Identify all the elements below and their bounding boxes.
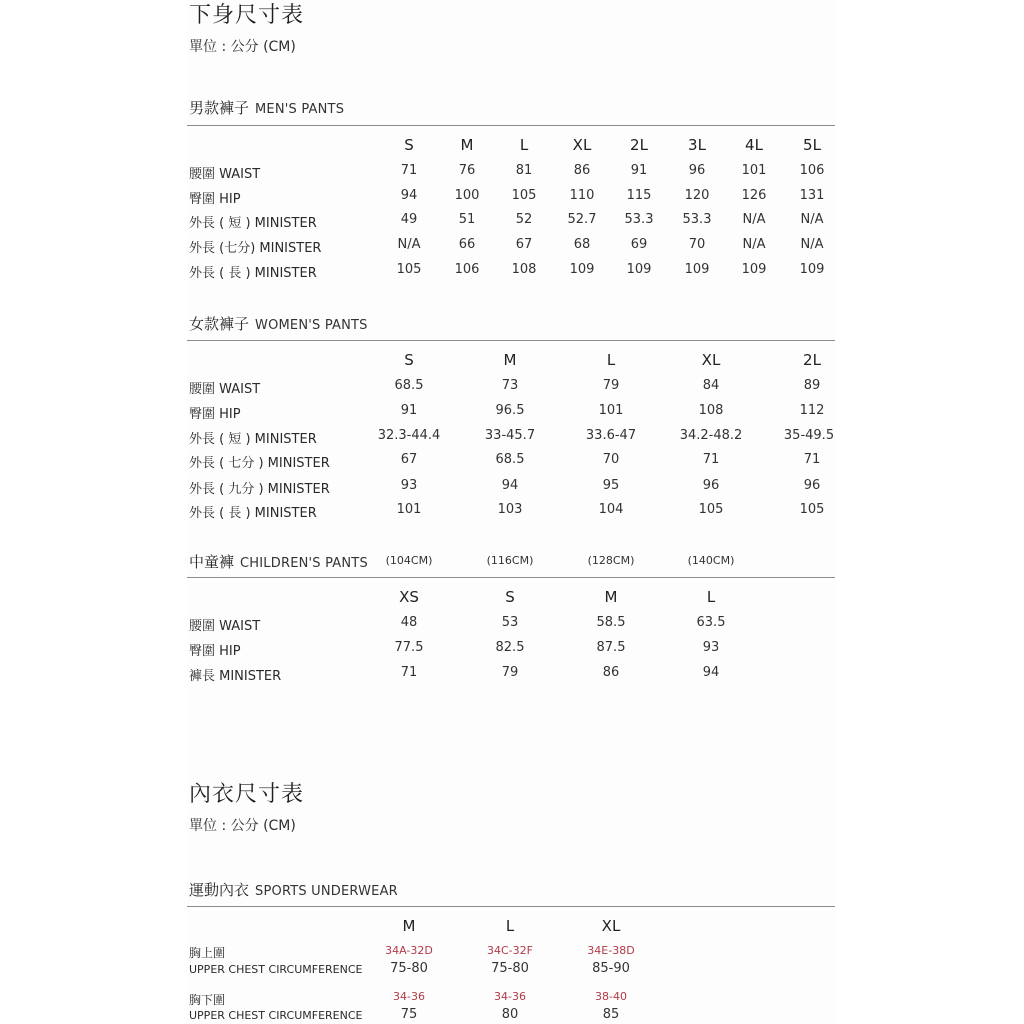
table-cell: 131 — [799, 188, 825, 203]
table-cell: 82.5 — [495, 640, 525, 655]
table-cell: 109 — [684, 262, 710, 277]
table-cell: 101 — [396, 502, 422, 517]
row-label-cn — [189, 944, 225, 961]
size-header-cell: 4L — [745, 136, 763, 154]
row-label: 臀圍 HIP — [189, 644, 241, 659]
table-cell: 52 — [515, 212, 533, 227]
table-cell: 96 — [702, 478, 720, 493]
mens-section-title — [189, 97, 344, 118]
sports-section-title — [189, 879, 398, 900]
table-cell: 49 — [400, 212, 418, 227]
table-cell: 75-80 — [390, 961, 428, 976]
size-header-cell: XL — [701, 351, 721, 369]
table-cell: 109 — [626, 262, 652, 277]
kids-height-cell: (140CM) — [687, 554, 735, 567]
row-label-cn-text: 胸下圍 — [189, 993, 226, 1007]
table-cell: 105 — [511, 188, 537, 203]
table-cell: 75 — [400, 1007, 418, 1022]
table-cell: 75-80 — [491, 961, 529, 976]
row-label: 外長 ( 短 ) MINISTER — [189, 432, 317, 447]
table-cell: 48 — [400, 615, 418, 630]
table-cell: 71 — [400, 665, 418, 680]
table-cell: 96 — [803, 478, 821, 493]
table-cell: 96.5 — [495, 403, 525, 418]
row-label: 外長 ( 長 ) MINISTER — [189, 506, 317, 521]
row-label-en: UPPER CHEST CIRCUMFERENCE — [189, 963, 363, 976]
table-cell: 35-49.5 — [783, 428, 835, 443]
table-cell: N/A — [742, 212, 766, 227]
table-cell: 93 — [702, 640, 720, 655]
table-cell: 85-90 — [592, 961, 630, 976]
table-cell: 33.6-47 — [585, 428, 637, 443]
table-cell: 76 — [458, 163, 476, 178]
table-cell: 100 — [454, 188, 480, 203]
kids-height-cell: (116CM) — [486, 554, 534, 567]
row-label: 外長 ( 九分 ) MINISTER — [189, 482, 330, 497]
table-cell: 67 — [515, 237, 533, 252]
sports-title-cn: 運動內衣 — [189, 881, 250, 899]
size-header-cell: L — [706, 588, 716, 606]
table-cell: 105 — [396, 262, 422, 277]
bottom-unit-label: 單位 : 公分 (CM) — [189, 39, 296, 55]
table-cell: 70 — [602, 452, 620, 467]
size-header-cell: S — [404, 136, 414, 154]
table-cell: 71 — [803, 452, 821, 467]
table-cell: 53.3 — [624, 212, 654, 227]
kids-section-title — [189, 551, 368, 572]
table-cell: 68.5 — [495, 452, 525, 467]
table-cell: 51 — [458, 212, 476, 227]
size-header-cell: L — [519, 136, 529, 154]
table-cell: 84 — [702, 378, 720, 393]
table-cell: 126 — [741, 188, 767, 203]
table-cell: 68 — [573, 237, 591, 252]
cup-size-cell: 34C-32F — [487, 944, 533, 957]
kids-title-en: CHILDREN'S PANTS — [240, 556, 368, 571]
table-cell: 101 — [598, 403, 624, 418]
table-cell: 53 — [501, 615, 519, 630]
table-cell: 53.3 — [682, 212, 712, 227]
size-header-cell: S — [505, 588, 515, 606]
table-cell: N/A — [742, 237, 766, 252]
table-cell: 77.5 — [394, 640, 424, 655]
table-cell: 87.5 — [596, 640, 626, 655]
table-cell: 94 — [501, 478, 519, 493]
table-cell: 94 — [702, 665, 720, 680]
table-cell: 63.5 — [696, 615, 726, 630]
table-cell: 85 — [602, 1007, 620, 1022]
table-cell: N/A — [800, 237, 824, 252]
mens-divider — [187, 125, 835, 126]
size-header-cell: 2L — [630, 136, 648, 154]
size-header-cell: M — [503, 351, 517, 369]
size-header-cell: 3L — [688, 136, 706, 154]
table-cell: 66 — [458, 237, 476, 252]
table-cell: 67 — [400, 452, 418, 467]
table-cell: 81 — [515, 163, 533, 178]
table-cell: 103 — [497, 502, 523, 517]
row-label: 腰圍 WAIST — [189, 382, 261, 397]
womens-divider — [187, 340, 835, 341]
row-label: 外長 ( 七分 ) MINISTER — [189, 456, 330, 471]
sports-title-en: SPORTS UNDERWEAR — [255, 884, 398, 899]
row-label: 褲長 MINISTER — [189, 669, 282, 684]
table-cell: 89 — [803, 378, 821, 393]
size-header-cell: 5L — [803, 136, 821, 154]
row-label-cn — [189, 991, 225, 1008]
size-header-cell: S — [404, 351, 414, 369]
row-label-cn-text: 胸上圍 — [189, 946, 226, 960]
cup-size-cell: 34-36 — [393, 990, 425, 1003]
row-label: 外長 ( 長 ) MINISTER — [189, 266, 317, 281]
table-cell: 104 — [598, 502, 624, 517]
table-cell: 79 — [501, 665, 519, 680]
size-header-cell: M — [460, 136, 474, 154]
table-cell: 95 — [602, 478, 620, 493]
mens-title-cn: 男款褲子 — [189, 99, 250, 117]
table-cell: 34.2-48.2 — [679, 428, 743, 443]
row-label: 腰圍 WAIST — [189, 167, 261, 182]
table-cell: 120 — [684, 188, 710, 203]
cup-size-cell: 38-40 — [595, 990, 627, 1003]
table-cell: 110 — [569, 188, 595, 203]
table-cell: 79 — [602, 378, 620, 393]
table-cell: 86 — [573, 163, 591, 178]
row-label: 臀圍 HIP — [189, 192, 241, 207]
table-cell: 108 — [698, 403, 724, 418]
table-cell: N/A — [800, 212, 824, 227]
table-cell: 106 — [799, 163, 825, 178]
kids-divider — [187, 577, 835, 578]
kids-title-cn: 中童褲 — [189, 553, 235, 571]
table-cell: 115 — [626, 188, 652, 203]
size-header-cell: M — [604, 588, 618, 606]
table-cell: 69 — [630, 237, 648, 252]
size-header-cell: 2L — [803, 351, 821, 369]
size-header-cell: XS — [399, 588, 419, 606]
womens-section-title — [189, 313, 368, 334]
row-label: 臀圍 HIP — [189, 407, 241, 422]
mens-title-en: MEN'S PANTS — [255, 102, 345, 117]
kids-height-cell: (104CM) — [385, 554, 433, 567]
table-cell: 52.7 — [567, 212, 597, 227]
cup-size-cell: 34-36 — [494, 990, 526, 1003]
size-header-cell: M — [402, 917, 416, 935]
table-cell: 108 — [511, 262, 537, 277]
table-cell: 109 — [741, 262, 767, 277]
size-header-cell: L — [606, 351, 616, 369]
table-cell: 105 — [799, 502, 825, 517]
row-label-en: UPPER CHEST CIRCUMFERENCE — [189, 1009, 363, 1022]
table-cell: N/A — [397, 237, 421, 252]
table-cell: 106 — [454, 262, 480, 277]
table-cell: 80 — [501, 1007, 519, 1022]
table-cell: 58.5 — [596, 615, 626, 630]
table-cell: 71 — [400, 163, 418, 178]
underwear-unit-label: 單位 : 公分 (CM) — [189, 818, 296, 834]
table-cell: 91 — [400, 403, 418, 418]
size-header-cell: XL — [572, 136, 592, 154]
sports-divider — [187, 906, 835, 907]
underwear-size-chart-title: 內衣尺寸表 — [189, 782, 305, 807]
size-header-cell: XL — [601, 917, 621, 935]
row-label: 外長 ( 短 ) MINISTER — [189, 216, 317, 231]
size-chart-page — [187, 0, 835, 1024]
table-cell: 32.3-44.4 — [377, 428, 441, 443]
cup-size-cell: 34A-32D — [385, 944, 433, 957]
table-cell: 109 — [569, 262, 595, 277]
kids-height-cell: (128CM) — [587, 554, 635, 567]
table-cell: 33-45.7 — [484, 428, 536, 443]
table-cell: 73 — [501, 378, 519, 393]
table-cell: 105 — [698, 502, 724, 517]
cup-size-cell: 34E-38D — [587, 944, 635, 957]
table-cell: 109 — [799, 262, 825, 277]
table-cell: 91 — [630, 163, 648, 178]
table-cell: 71 — [702, 452, 720, 467]
size-header-cell: L — [505, 917, 515, 935]
row-label: 腰圍 WAIST — [189, 619, 261, 634]
table-cell: 101 — [741, 163, 767, 178]
table-cell: 93 — [400, 478, 418, 493]
table-cell: 94 — [400, 188, 418, 203]
table-cell: 86 — [602, 665, 620, 680]
table-cell: 70 — [688, 237, 706, 252]
table-cell: 68.5 — [394, 378, 424, 393]
womens-title-en: WOMEN'S PANTS — [255, 318, 368, 333]
row-label: 外長 (七分) MINISTER — [189, 241, 322, 256]
womens-title-cn: 女款褲子 — [189, 315, 250, 333]
table-cell: 112 — [799, 403, 825, 418]
bottom-size-chart-title: 下身尺寸表 — [189, 3, 305, 28]
table-cell: 96 — [688, 163, 706, 178]
